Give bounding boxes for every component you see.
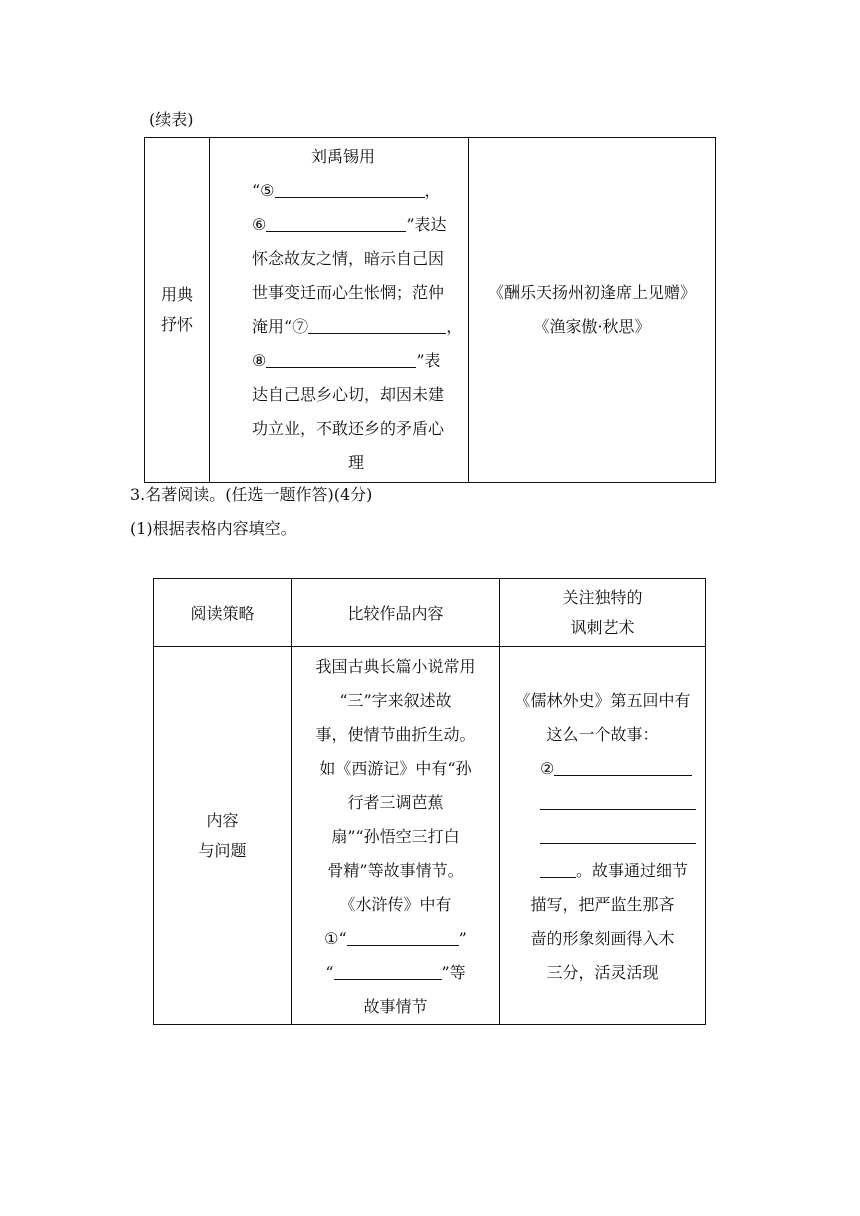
header-compare: 比较作品内容 [347,604,444,623]
analysis-line: 达自己思乡心切，却因未建 [252,385,445,404]
allusion-table [144,137,716,483]
analysis-line: ⑥ ”表达 [252,215,447,234]
satire-line: 这么一个故事： [546,725,659,744]
compare-line: 骨精”等故事情节。 [327,861,464,880]
answer-blank-8[interactable] [266,351,416,368]
analysis-cell [210,138,469,483]
analysis-line: 怀念故友之情，暗示自己因 [252,249,445,268]
satire-line: 《儒林外史》第五回中有 [514,691,691,710]
row-label-line: 内容 [206,810,239,830]
compare-line: 行者三调芭蕉 [347,793,444,812]
question-3-1: (1)根据表格内容填空。 [130,519,297,538]
answer-blank-7[interactable] [308,317,446,334]
answer-blank-1a[interactable] [347,929,459,946]
compare-line: “ ”等 [325,963,466,982]
header-strategy: 阅读策略 [190,604,255,623]
row-label-line: 抒怀 [160,315,193,334]
compare-content-cell [292,647,500,1025]
row-label-line: 用典 [160,285,193,304]
satire-line: ② [500,752,705,786]
analysis-line: “⑤ ， [252,181,441,200]
compare-line: 扇”“孙悟空三打白 [331,827,460,846]
answer-blank-1b[interactable] [334,963,442,980]
header-cell [154,579,292,647]
header-satire-line: 讽刺艺术 [570,617,635,637]
compare-line: ①“ ” [324,929,467,948]
satire-line: 描写，把严监生那吝 [530,895,675,914]
satire-line: 三分，活灵活现 [546,963,659,982]
compare-line: 如《西游记》中有“孙 [319,759,472,778]
work-title: 《渔家傲·秋思》 [533,317,651,336]
compare-line: 故事情节 [363,997,428,1016]
row-label-cell [145,138,210,483]
question-3: 3.名著阅读。(任选一题作答)(4分) [130,485,373,504]
analysis-line: 刘禹锡用 [311,147,376,166]
satire-line: 。故事通过细节 [500,854,705,888]
reading-table [153,578,706,1025]
header-satire-line: 关注独特的 [562,587,643,607]
satire-line [500,786,705,820]
analysis-line: ⑧ ”表 [252,351,441,370]
analysis-line: 世事变迁而心生怅惘；范仲 [252,283,445,302]
analysis-line: 理 [348,453,365,472]
satire-line: 啬的形象刻画得入木 [530,929,675,948]
compare-line: “三”字来叙述故 [339,691,452,710]
continued-label: (续表) [149,110,194,129]
satire-line [500,820,705,854]
row-label-line: 与问题 [198,840,247,860]
answer-blank-2d[interactable] [540,861,576,878]
answer-blank-6[interactable] [266,215,406,232]
answer-blank-5[interactable] [275,181,425,198]
compare-line: 事，使情节曲折生动。 [315,725,476,744]
analysis-line: 功立业，不敢还乡的矛盾心 [252,419,445,438]
works-cell [469,138,716,483]
compare-line: 我国古典长篇小说常用 [315,657,476,676]
satire-content-cell [500,647,706,1025]
analysis-line: 淹用“⑦ ， [252,317,463,336]
work-title: 《酬乐天扬州初逢席上见赠》 [487,283,696,302]
answer-blank-2b[interactable] [540,793,696,810]
compare-line: 《水浒传》中有 [339,895,452,914]
row-label-cell [154,647,292,1025]
answer-blank-2c[interactable] [540,827,696,844]
header-cell [292,579,500,647]
answer-blank-2a[interactable] [554,759,692,776]
header-cell [500,579,706,647]
